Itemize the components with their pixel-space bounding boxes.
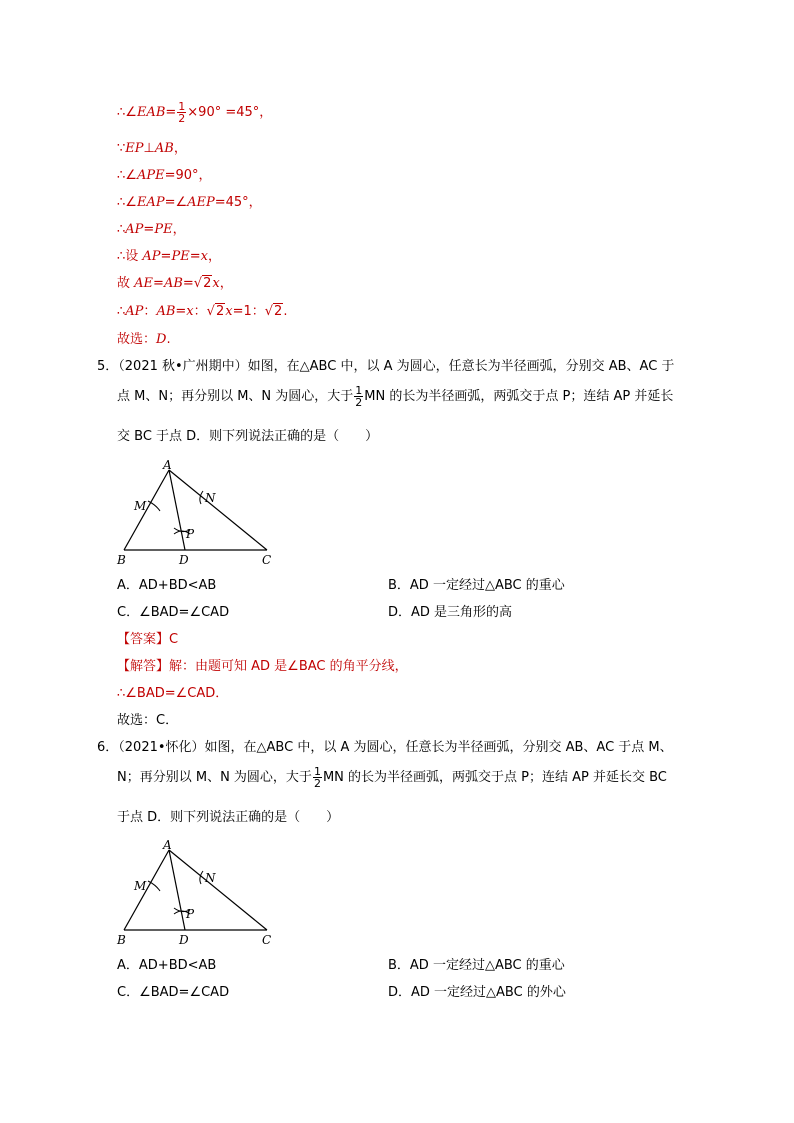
solution-line-9 <box>117 331 171 349</box>
label-n: N <box>205 491 216 505</box>
radicand: 2 <box>274 304 283 319</box>
q5-line-2b: MN 的长为半径画弧，两弧交于点 P；连结 AP 并延长 <box>364 389 674 404</box>
solution-line-5 <box>117 221 186 239</box>
side-ab <box>124 850 169 930</box>
comma: ， <box>173 141 187 156</box>
label-b: B <box>117 933 126 947</box>
segment-ad <box>169 470 185 550</box>
label-d: D <box>179 553 189 567</box>
side-ac <box>169 470 267 550</box>
side-ab <box>124 470 169 550</box>
choose-label: 故选： <box>117 332 157 347</box>
sqrt-2: √2 <box>264 304 283 319</box>
var-eap: EAP <box>136 195 165 210</box>
fraction-half <box>354 385 363 408</box>
var-ap: AP <box>125 304 144 319</box>
label-c: C <box>262 933 272 947</box>
q6-option-c[interactable]: C．∠BAD=∠CAD <box>117 985 230 1000</box>
var-aep: AEP <box>187 195 215 210</box>
var-ae: AE <box>134 276 154 291</box>
segment-ad <box>169 850 185 930</box>
therefore-angle: ∴∠ <box>117 195 137 210</box>
var-ab: AB <box>163 276 183 291</box>
comma: ， <box>219 276 233 291</box>
therefore-let: ∴设 <box>117 249 143 264</box>
q5-line-2a: 点 M、N；再分别以 M、N 为圆心，大于 <box>117 389 354 404</box>
sqrt-2: √2 <box>193 276 212 291</box>
label-d: D <box>179 933 189 947</box>
equals: = <box>189 249 201 264</box>
label-b: B <box>117 553 126 567</box>
var-pe: PE <box>154 222 173 237</box>
period: . <box>166 332 171 347</box>
arc-m <box>148 501 160 511</box>
therefore-angle: ∴∠ <box>117 105 137 120</box>
q5-option-a[interactable]: A．AD+BD<AB <box>117 578 217 593</box>
q6-option-a[interactable]: A．AD+BD<AB <box>117 958 217 973</box>
q5-line-3: 交 BC 于点 D．则下列说法正确的是（ ） <box>117 429 379 444</box>
equals: = <box>165 105 177 120</box>
solution-line-3 <box>117 167 212 185</box>
equals-angle: =∠ <box>164 195 188 210</box>
var-ap: AP <box>125 222 144 237</box>
q6-triangle-figure <box>112 838 287 950</box>
fraction-half <box>313 766 322 789</box>
radicand: 2 <box>215 304 225 319</box>
fraction-half <box>177 101 186 124</box>
equals: = <box>160 249 172 264</box>
q6-line-2a: N；再分别以 M、N 为圆心，大于 <box>117 770 312 785</box>
q6-line-1: 6．（2021•怀化）如图，在△ABC 中，以 A 为圆心，任意长为半径画弧，分别交 AB、AC 于点 M、 <box>97 740 673 755</box>
var-x: x <box>200 249 208 264</box>
equals: = <box>182 276 194 291</box>
q5-option-d[interactable]: D．AD 是三角形的高 <box>388 605 513 620</box>
var-x: x <box>186 304 194 319</box>
therefore-symbol: ∴ <box>117 222 126 237</box>
q5-option-c[interactable]: C．∠BAD=∠CAD <box>117 605 230 620</box>
q5-analysis <box>117 658 408 676</box>
q6-line-2b: MN 的长为半径画弧，两弧交于点 P；连结 AP 并延长交 BC <box>322 770 667 785</box>
q6-line-3: 于点 D．则下列说法正确的是（ ） <box>117 810 340 825</box>
side-ac <box>169 850 267 930</box>
label-c: C <box>262 553 272 567</box>
label-p: P <box>186 907 195 921</box>
label-m: M <box>134 879 147 893</box>
numerator: 1 <box>313 765 321 778</box>
var-d: D <box>156 332 167 347</box>
solution-line-7 <box>117 275 233 293</box>
q5-triangle-figure <box>112 458 287 570</box>
q5-analysis-2: ∴∠BAD=∠CAD． <box>117 686 229 701</box>
therefore-angle: ∴∠ <box>117 168 137 183</box>
radicand: 2 <box>203 276 212 291</box>
perp-symbol: ⊥ <box>143 141 155 156</box>
answer-label: 【答案】 <box>117 632 170 647</box>
period: . <box>283 304 288 319</box>
comma: ， <box>207 249 221 264</box>
q5-line-1: 5．（2021 秋•广州期中）如图，在△ABC 中，以 A 为圆心，任意长为半径画弧，分别交 AB、AC 于 <box>97 359 675 374</box>
var-ape: APE <box>136 168 165 183</box>
q6-option-d[interactable]: D．AD 一定经过△ABC 的外心 <box>388 985 566 1000</box>
answer-value: C <box>169 632 179 647</box>
q5-analysis-3: 故选：C． <box>117 713 179 728</box>
var-ap: AP <box>142 249 161 264</box>
because-symbol: ∵ <box>117 141 126 156</box>
solution-line-1 <box>117 101 272 124</box>
therefore-symbol: ∴ <box>117 304 126 319</box>
expr-rest: ×90° =45°， <box>187 105 273 120</box>
denominator: 2 <box>178 112 186 125</box>
q5-option-b[interactable]: B．AD 一定经过△ABC 的重心 <box>388 578 565 593</box>
var-x: x <box>212 276 220 291</box>
solution-line-2 <box>117 140 187 158</box>
solution-line-4 <box>117 194 262 212</box>
solution-line-8 <box>117 303 287 321</box>
q6-option-b[interactable]: B．AD 一定经过△ABC 的重心 <box>388 958 565 973</box>
label-a: A <box>163 458 172 472</box>
label-n: N <box>205 871 216 885</box>
var-ab: AB <box>156 304 176 319</box>
var-eab: EAB <box>136 105 166 120</box>
colon: ： <box>143 304 157 319</box>
equals: = <box>153 276 164 291</box>
q5-answer <box>117 631 178 649</box>
q5-line-2 <box>117 385 673 408</box>
numerator: 1 <box>355 384 363 397</box>
arc-m <box>148 881 160 891</box>
numerator: 1 <box>178 100 186 113</box>
q6-line-2 <box>117 766 667 789</box>
comma: ， <box>172 222 186 237</box>
colon: ： <box>193 304 207 319</box>
label-m: M <box>134 499 147 513</box>
denominator: 2 <box>355 396 363 409</box>
var-pe: PE <box>171 249 190 264</box>
sqrt-2: √2 <box>206 304 225 319</box>
analysis-text: 解：由题可知 AD 是∠BAC 的角平分线， <box>169 659 408 674</box>
analysis-label: 【解答】 <box>117 659 170 674</box>
hence: 故 <box>117 276 135 291</box>
denominator: 2 <box>313 777 321 790</box>
expr-rest: =45°， <box>214 195 262 210</box>
equals-one: =1： <box>232 304 265 319</box>
equals: = <box>175 304 187 319</box>
var-ab: AB <box>154 141 174 156</box>
expr-rest: =90°， <box>164 168 212 183</box>
var-x: x <box>225 304 233 319</box>
label-p: P <box>186 527 195 541</box>
var-ep: EP <box>125 141 144 156</box>
equals: = <box>143 222 155 237</box>
solution-line-6 <box>117 248 221 266</box>
label-a: A <box>163 838 172 852</box>
